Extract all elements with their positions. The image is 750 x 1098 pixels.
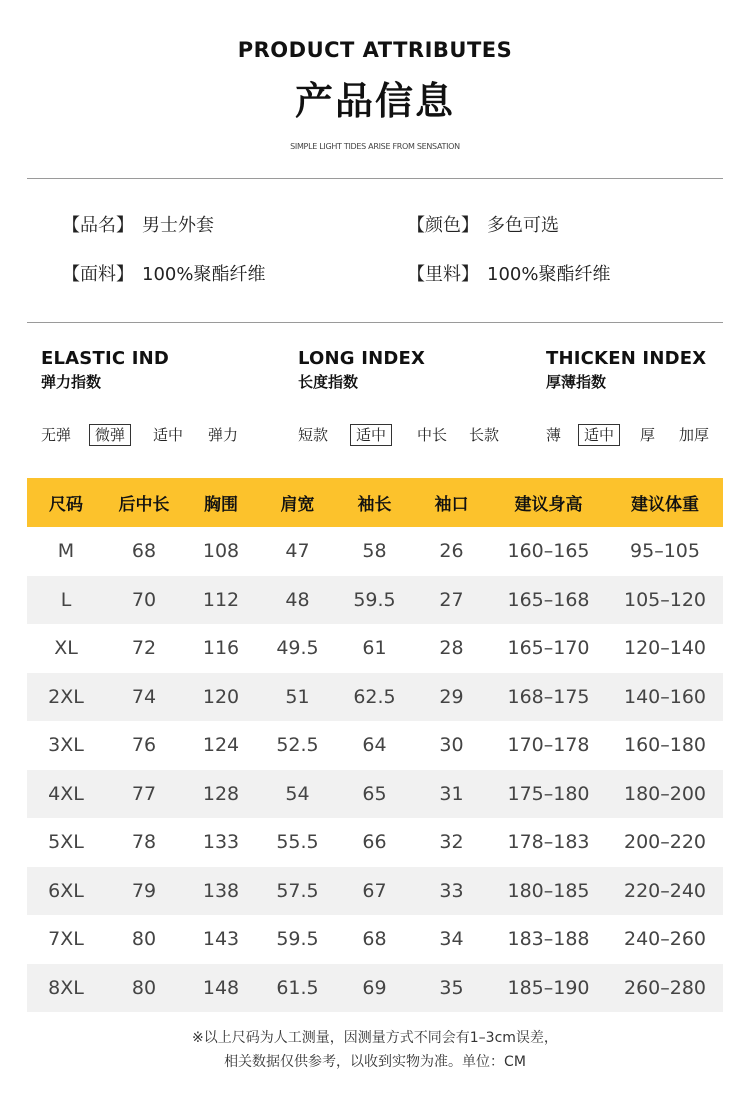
table-cell: 26 (439, 540, 464, 563)
thickness-index-title-en: THICKEN INDEX (546, 348, 707, 369)
header-cell: 尺码 (27, 478, 105, 527)
divider-middle (27, 322, 723, 323)
attr-lining-value: 100%聚酯纤维 (487, 264, 611, 285)
table-cell: 7XL (48, 928, 84, 951)
elastic-index-title-en: ELASTIC IND (41, 348, 170, 369)
divider-top (27, 178, 723, 179)
table-cell: 185–190 (490, 964, 607, 1013)
table-cell: 28 (439, 637, 464, 660)
table-cell: M (57, 540, 75, 563)
table-cell: 220–240 (607, 867, 723, 916)
thickness-option: 薄 (546, 426, 562, 444)
table-cell: 160–180 (623, 734, 707, 757)
header-cell: 肩宽 (259, 478, 336, 527)
table-cell: 200–220 (623, 831, 707, 854)
table-cell: 61 (362, 637, 387, 660)
table-row (27, 915, 723, 964)
footnote (0, 1026, 750, 1074)
length-option: 长款 (469, 426, 500, 444)
table-cell: 4XL (27, 770, 105, 819)
table-cell: 33 (413, 867, 490, 916)
table-cell: 260–280 (607, 964, 723, 1013)
elastic-index-title-cn: 弹力指数 (41, 373, 102, 391)
tagline: SIMPLE LIGHT TIDES ARISE FROM SENSATION (290, 142, 460, 151)
attr-fabric-value: 100%聚酯纤维 (142, 264, 266, 285)
table-cell: 124 (202, 734, 240, 757)
table-cell: 79 (105, 867, 183, 916)
table-cell: 34 (439, 928, 464, 951)
table-cell: 52.5 (276, 734, 319, 757)
header-cell: 建议体重 (607, 478, 723, 527)
table-cell: 2XL (27, 673, 105, 722)
table-cell: 70 (105, 576, 183, 625)
table-cell: 35 (413, 964, 490, 1013)
size-table (27, 478, 723, 1012)
length-option: 中长 (417, 426, 448, 444)
table-cell: 74 (105, 673, 183, 722)
table-cell: 65 (336, 770, 413, 819)
elastic-option: 无弹 (41, 426, 72, 444)
table-row (27, 527, 723, 576)
table-cell: 95–105 (630, 540, 700, 563)
table-cell: 49.5 (276, 637, 319, 660)
table-cell: 168–175 (490, 673, 607, 722)
attr-color (407, 214, 559, 238)
table-cell: 32 (439, 831, 464, 854)
table-cell: 59.5 (336, 576, 413, 625)
thickness-index (546, 348, 706, 392)
attr-name-label: 【品名】 (62, 215, 134, 236)
table-cell: 120–140 (623, 637, 707, 660)
table-cell: 76 (131, 734, 157, 757)
table-cell: 80 (131, 928, 157, 951)
table-row (27, 721, 723, 770)
table-cell: 29 (413, 673, 490, 722)
table-cell: 133 (202, 831, 240, 854)
attr-lining-label: 【里料】 (407, 264, 479, 285)
table-cell: 64 (362, 734, 387, 757)
thickness-index-title-cn: 厚薄指数 (546, 373, 607, 391)
attr-name (62, 214, 214, 238)
header-cell: 后中长 (105, 478, 183, 527)
table-cell: 27 (413, 576, 490, 625)
table-cell: 59.5 (276, 928, 319, 951)
table-cell: XL (54, 637, 78, 660)
header-cell: 胸围 (183, 478, 259, 527)
thickness-option-selected: 适中 (578, 424, 620, 446)
thickness-option: 加厚 (679, 426, 710, 444)
elastic-option-selected: 微弹 (89, 424, 131, 446)
table-row (27, 576, 723, 625)
table-cell: 68 (362, 928, 387, 951)
size-table-body (27, 527, 723, 1012)
table-cell: 55.5 (276, 831, 319, 854)
size-table-header (27, 478, 723, 527)
table-row (27, 867, 723, 916)
table-cell: 165–170 (507, 637, 590, 660)
table-row (27, 673, 723, 722)
table-cell: 240–260 (623, 928, 707, 951)
attr-lining (407, 263, 610, 287)
length-option-selected: 适中 (350, 424, 392, 446)
table-cell: 77 (105, 770, 183, 819)
thickness-option: 厚 (640, 426, 656, 444)
table-cell: 30 (439, 734, 464, 757)
header-cell: 袖口 (413, 478, 490, 527)
table-cell: 183–188 (507, 928, 590, 951)
table-cell: 58 (362, 540, 387, 563)
table-cell: 48 (259, 576, 336, 625)
table-cell: 108 (202, 540, 240, 563)
table-cell: 54 (259, 770, 336, 819)
elastic-option: 弹力 (208, 426, 239, 444)
attr-fabric (62, 263, 265, 287)
length-index (298, 348, 425, 392)
table-cell: 61.5 (259, 964, 336, 1013)
table-cell: 128 (183, 770, 259, 819)
table-cell: 180–185 (490, 867, 607, 916)
table-cell: 160–165 (507, 540, 590, 563)
table-cell: 3XL (48, 734, 84, 757)
footnote-line-2: 相关数据仅供参考，以收到实物为准。单位：CM (224, 1054, 526, 1070)
table-cell: 180–200 (607, 770, 723, 819)
table-cell: 140–160 (607, 673, 723, 722)
table-cell: 69 (336, 964, 413, 1013)
table-cell: 62.5 (336, 673, 413, 722)
table-cell: 31 (413, 770, 490, 819)
table-cell: 67 (336, 867, 413, 916)
table-cell: 5XL (48, 831, 84, 854)
table-cell: L (27, 576, 105, 625)
table-cell: 178–183 (507, 831, 590, 854)
table-row (27, 770, 723, 819)
title-cn: 产品信息 (294, 79, 455, 123)
table-cell: 175–180 (490, 770, 607, 819)
table-row (27, 964, 723, 1013)
table-cell: 116 (202, 637, 240, 660)
attr-color-label: 【颜色】 (407, 215, 479, 236)
table-cell: 78 (131, 831, 157, 854)
table-cell: 170–178 (507, 734, 590, 757)
table-cell: 120 (183, 673, 259, 722)
table-cell: 6XL (27, 867, 105, 916)
header (0, 36, 750, 152)
elastic-index (41, 348, 169, 392)
table-cell: 105–120 (607, 576, 723, 625)
table-cell: 148 (183, 964, 259, 1013)
table-cell: 165–168 (490, 576, 607, 625)
table-cell: 143 (202, 928, 240, 951)
header-cell: 袖长 (336, 478, 413, 527)
attr-fabric-label: 【面料】 (62, 264, 134, 285)
table-row (27, 624, 723, 673)
table-cell: 112 (183, 576, 259, 625)
footnote-line-1: ※以上尺码为人工测量，因测量方式不同会有1–3cm误差， (192, 1030, 558, 1046)
length-option: 短款 (298, 426, 329, 444)
title-en: PRODUCT ATTRIBUTES (237, 38, 513, 62)
attr-color-value: 多色可选 (487, 215, 559, 236)
length-index-title-cn: 长度指数 (298, 373, 359, 391)
elastic-option: 适中 (153, 426, 184, 444)
table-cell: 68 (131, 540, 157, 563)
header-cell: 建议身高 (490, 478, 607, 527)
table-row (27, 818, 723, 867)
table-cell: 80 (105, 964, 183, 1013)
table-cell: 8XL (27, 964, 105, 1013)
table-cell: 66 (362, 831, 387, 854)
table-cell: 72 (131, 637, 157, 660)
table-cell: 138 (183, 867, 259, 916)
length-index-title-en: LONG INDEX (298, 348, 426, 369)
table-cell: 51 (259, 673, 336, 722)
table-cell: 57.5 (259, 867, 336, 916)
attr-name-value: 男士外套 (142, 215, 214, 236)
table-cell: 47 (285, 540, 310, 563)
